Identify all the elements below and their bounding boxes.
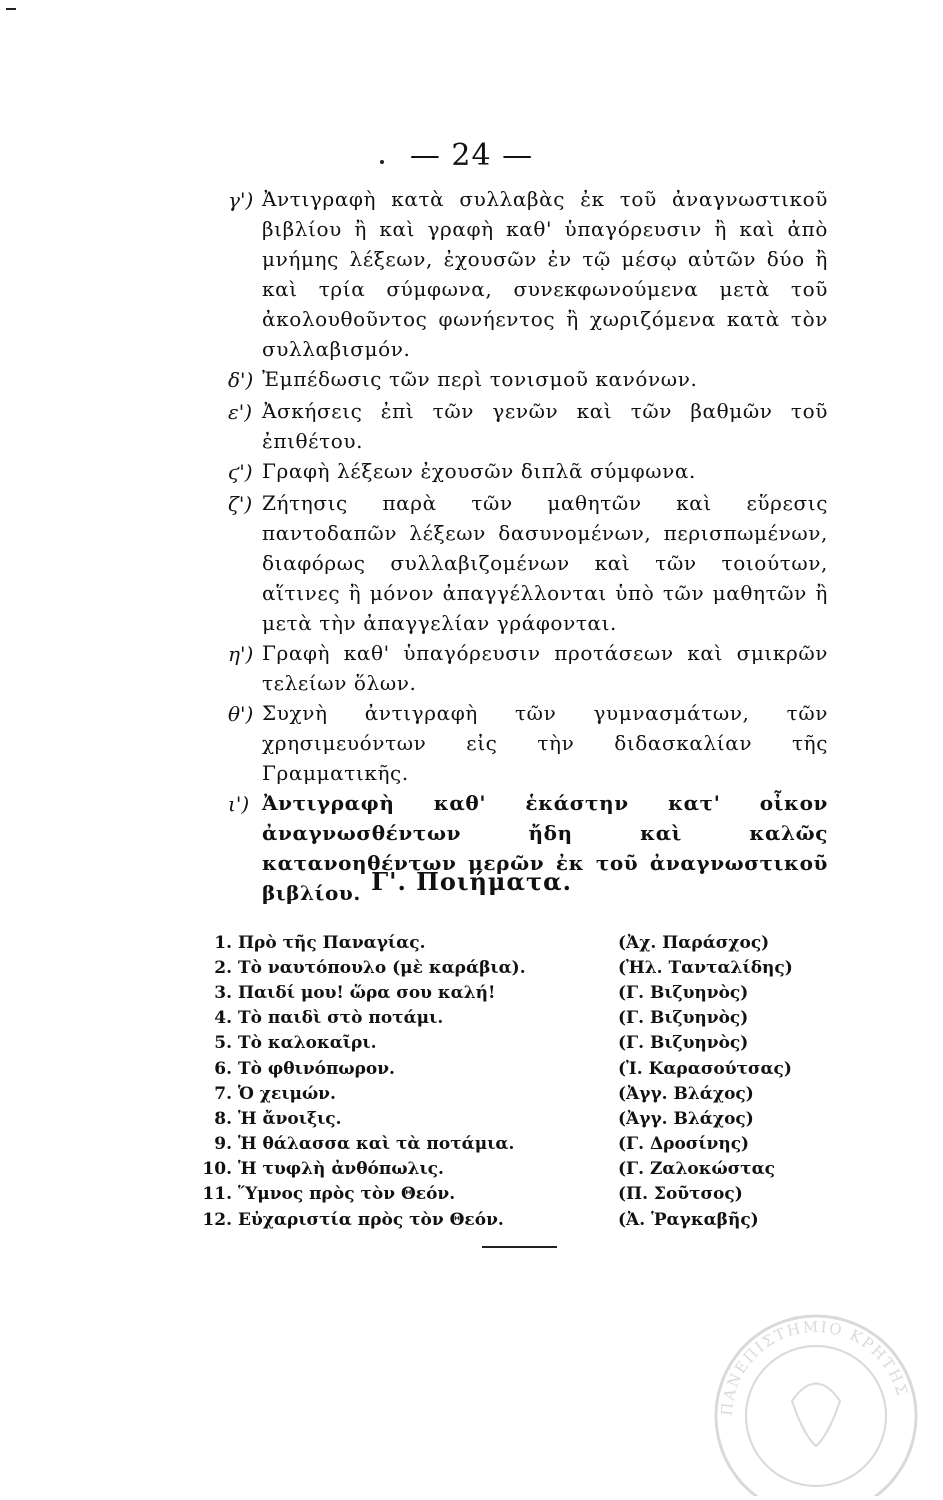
poem-number: 1. <box>214 932 232 953</box>
poem-number: 3. <box>214 982 232 1003</box>
poem-row <box>190 1207 830 1232</box>
poem-title: Τὸ ναυτόπουλο (μὲ καράβια). <box>238 957 526 978</box>
poem-number: 2. <box>214 957 232 978</box>
exercise-text: Ἀντιγραφὴ κατὰ συλλαβὰς ἐκ τοῦ ἀναγνωστικοῦ βιβλίου ἢ καὶ γραφὴ καθ' ὑπαγόρευσιν ἢ καὶ ἀπὸ μνήμης λέξεων, ἐχουσῶν ἐν τῷ μέσῳ αὐτῶν δύο ἢ καὶ τρία σύμφωνα, συνεκφωνούμενα μετὰ τοῦ ἀκολουθοῦντος φωνήεντος ἢ χωριζόμενα κατὰ τὸν συλλαβισμόν. <box>262 187 828 361</box>
poem-number: 10. <box>202 1159 232 1180</box>
exercise-text: Ἐμπέδωσις τῶν περὶ τονισμοῦ κανόνων. <box>262 367 698 391</box>
exercise-text: Ἀντιγραφὴ καθ' ἑκάστην κατ' οἶκον ἀναγνωσθέντων ἤδη καὶ καλῶς κατανοηθέντων μερῶν ἐκ τοῦ ἀναγνωστικοῦ βιβλίου. <box>262 791 828 905</box>
poem-number: 4. <box>214 1008 232 1029</box>
poem-row <box>190 1056 830 1081</box>
poem-author: (Γ. Δροσίνης) <box>618 1134 750 1155</box>
poem-title: Ὕμνος πρὸς τὸν Θεόν. <box>238 1184 456 1205</box>
exercise-item <box>228 184 828 364</box>
exercise-label: δ') <box>228 368 254 392</box>
poem-title: Εὐχαριστία πρὸς τὸν Θεόν. <box>238 1209 504 1230</box>
poem-row <box>190 930 830 955</box>
university-seal-icon <box>702 1306 930 1496</box>
poem-author: (Γ. Βιζυηνὸς) <box>618 982 749 1003</box>
exercise-item <box>228 396 828 456</box>
poem-author: (Ἰ. Καρασούτσας) <box>618 1058 792 1079</box>
poem-number: 9. <box>214 1134 232 1155</box>
poem-number: 6. <box>214 1058 232 1079</box>
exercise-label: γ') <box>228 188 254 212</box>
poem-author: (Γ. Βιζυηνὸς) <box>618 1033 749 1054</box>
poem-row <box>190 955 830 980</box>
scan-mark <box>6 8 16 10</box>
poem-author: (Ἀγγ. Βλάχος) <box>618 1108 754 1129</box>
poem-title: Ὁ χειμών. <box>238 1083 336 1104</box>
exercise-text: Ἀσκήσεις ἐπὶ τῶν γενῶν καὶ τῶν βαθμῶν τοῦ ἐπιθέτου. <box>262 399 828 453</box>
poem-author: (Γ. Βιζυηνὸς) <box>618 1008 749 1029</box>
closing-rule <box>482 1246 557 1248</box>
exercise-label: η') <box>228 642 254 666</box>
poem-row <box>190 1031 830 1056</box>
section-heading: Γ'. Ποιήματα. <box>371 867 572 896</box>
exercise-list <box>228 184 828 908</box>
poem-title: Τὸ παιδὶ στὸ ποτάμι. <box>238 1008 444 1029</box>
poem-author: (Ἀχ. Παράσχος) <box>618 932 770 953</box>
exercise-item <box>228 698 828 788</box>
poem-title: Τὸ φθινόπωρον. <box>238 1058 395 1079</box>
poem-title: Ἡ ἄνοιξις. <box>238 1108 342 1129</box>
poem-number: 7. <box>214 1083 232 1104</box>
poem-author: (Ἀ. Ῥαγκαβῆς) <box>618 1209 759 1230</box>
poem-row <box>190 1006 830 1031</box>
exercise-text: Ζήτησις παρὰ τῶν μαθητῶν καὶ εὕρεσις παντοδαπῶν λέξεων δασυνομένων, περισπωμένων, διαφόρως συλλαβιζομένων καὶ τῶν τοιούτων, αἵτινες ἢ μόνον ἀπαγγέλλονται ὑπὸ τῶν μαθητῶν ἢ μετὰ τὴν ἀπαγγελίαν γράφονται. <box>262 491 828 635</box>
poem-number: 5. <box>214 1033 232 1054</box>
poem-number: 11. <box>202 1184 232 1205</box>
poem-title: Ἡ τυφλὴ ἀνθόπωλις. <box>238 1159 444 1180</box>
exercise-label: ζ') <box>228 492 253 516</box>
poem-row <box>190 980 830 1005</box>
poem-row <box>190 1182 830 1207</box>
poem-author: (Π. Σοῦτσος) <box>618 1184 743 1205</box>
exercise-item <box>228 638 828 698</box>
poem-row <box>190 1081 830 1106</box>
poem-row <box>190 1106 830 1131</box>
exercise-label: ι') <box>228 792 250 816</box>
exercise-item <box>228 488 828 638</box>
poem-title: Τὸ καλοκαῖρι. <box>238 1033 377 1054</box>
exercise-item <box>228 456 828 488</box>
poem-title: Ἡ θάλασσα καὶ τὰ ποτάμια. <box>238 1134 515 1155</box>
poem-row <box>190 1132 830 1157</box>
exercise-label: ϛ') <box>228 460 253 484</box>
page-number: — 24 — <box>409 138 534 173</box>
poem-list <box>190 930 830 1232</box>
poem-author: (Ἀγγ. Βλάχος) <box>618 1083 754 1104</box>
exercise-text: Γραφὴ καθ' ὑπαγόρευσιν προτάσεων καὶ σμικρῶν τελείων ὅλων. <box>262 641 828 695</box>
poem-title: Παιδί μου! ὥρα σου καλή! <box>238 982 496 1003</box>
poem-author: (Ἠλ. Τανταλίδης) <box>618 957 793 978</box>
exercise-text: Γραφὴ λέξεων ἐχουσῶν διπλᾶ σύμφωνα. <box>262 459 696 483</box>
poem-row <box>190 1157 830 1182</box>
exercise-text: Συχνὴ ἀντιγραφὴ τῶν γυμνασμάτων, τῶν χρησιμευόντων εἰς τὴν διδασκαλίαν τῆς Γραμματικῆς. <box>262 701 828 785</box>
exercise-label: θ') <box>228 702 254 726</box>
seal-text: ΠΑΝΕΠΙΣΤΗΜΙΟ ΚΡΗΤΗΣ <box>717 1317 912 1417</box>
exercise-item <box>228 364 828 396</box>
poem-author: (Γ. Ζαλοκώστας <box>618 1159 776 1180</box>
poem-number: 8. <box>214 1108 232 1129</box>
poem-number: 12. <box>202 1209 232 1230</box>
exercise-label: ε') <box>228 400 253 424</box>
poem-title: Πρὸ τῆς Παναγίας. <box>238 932 426 953</box>
